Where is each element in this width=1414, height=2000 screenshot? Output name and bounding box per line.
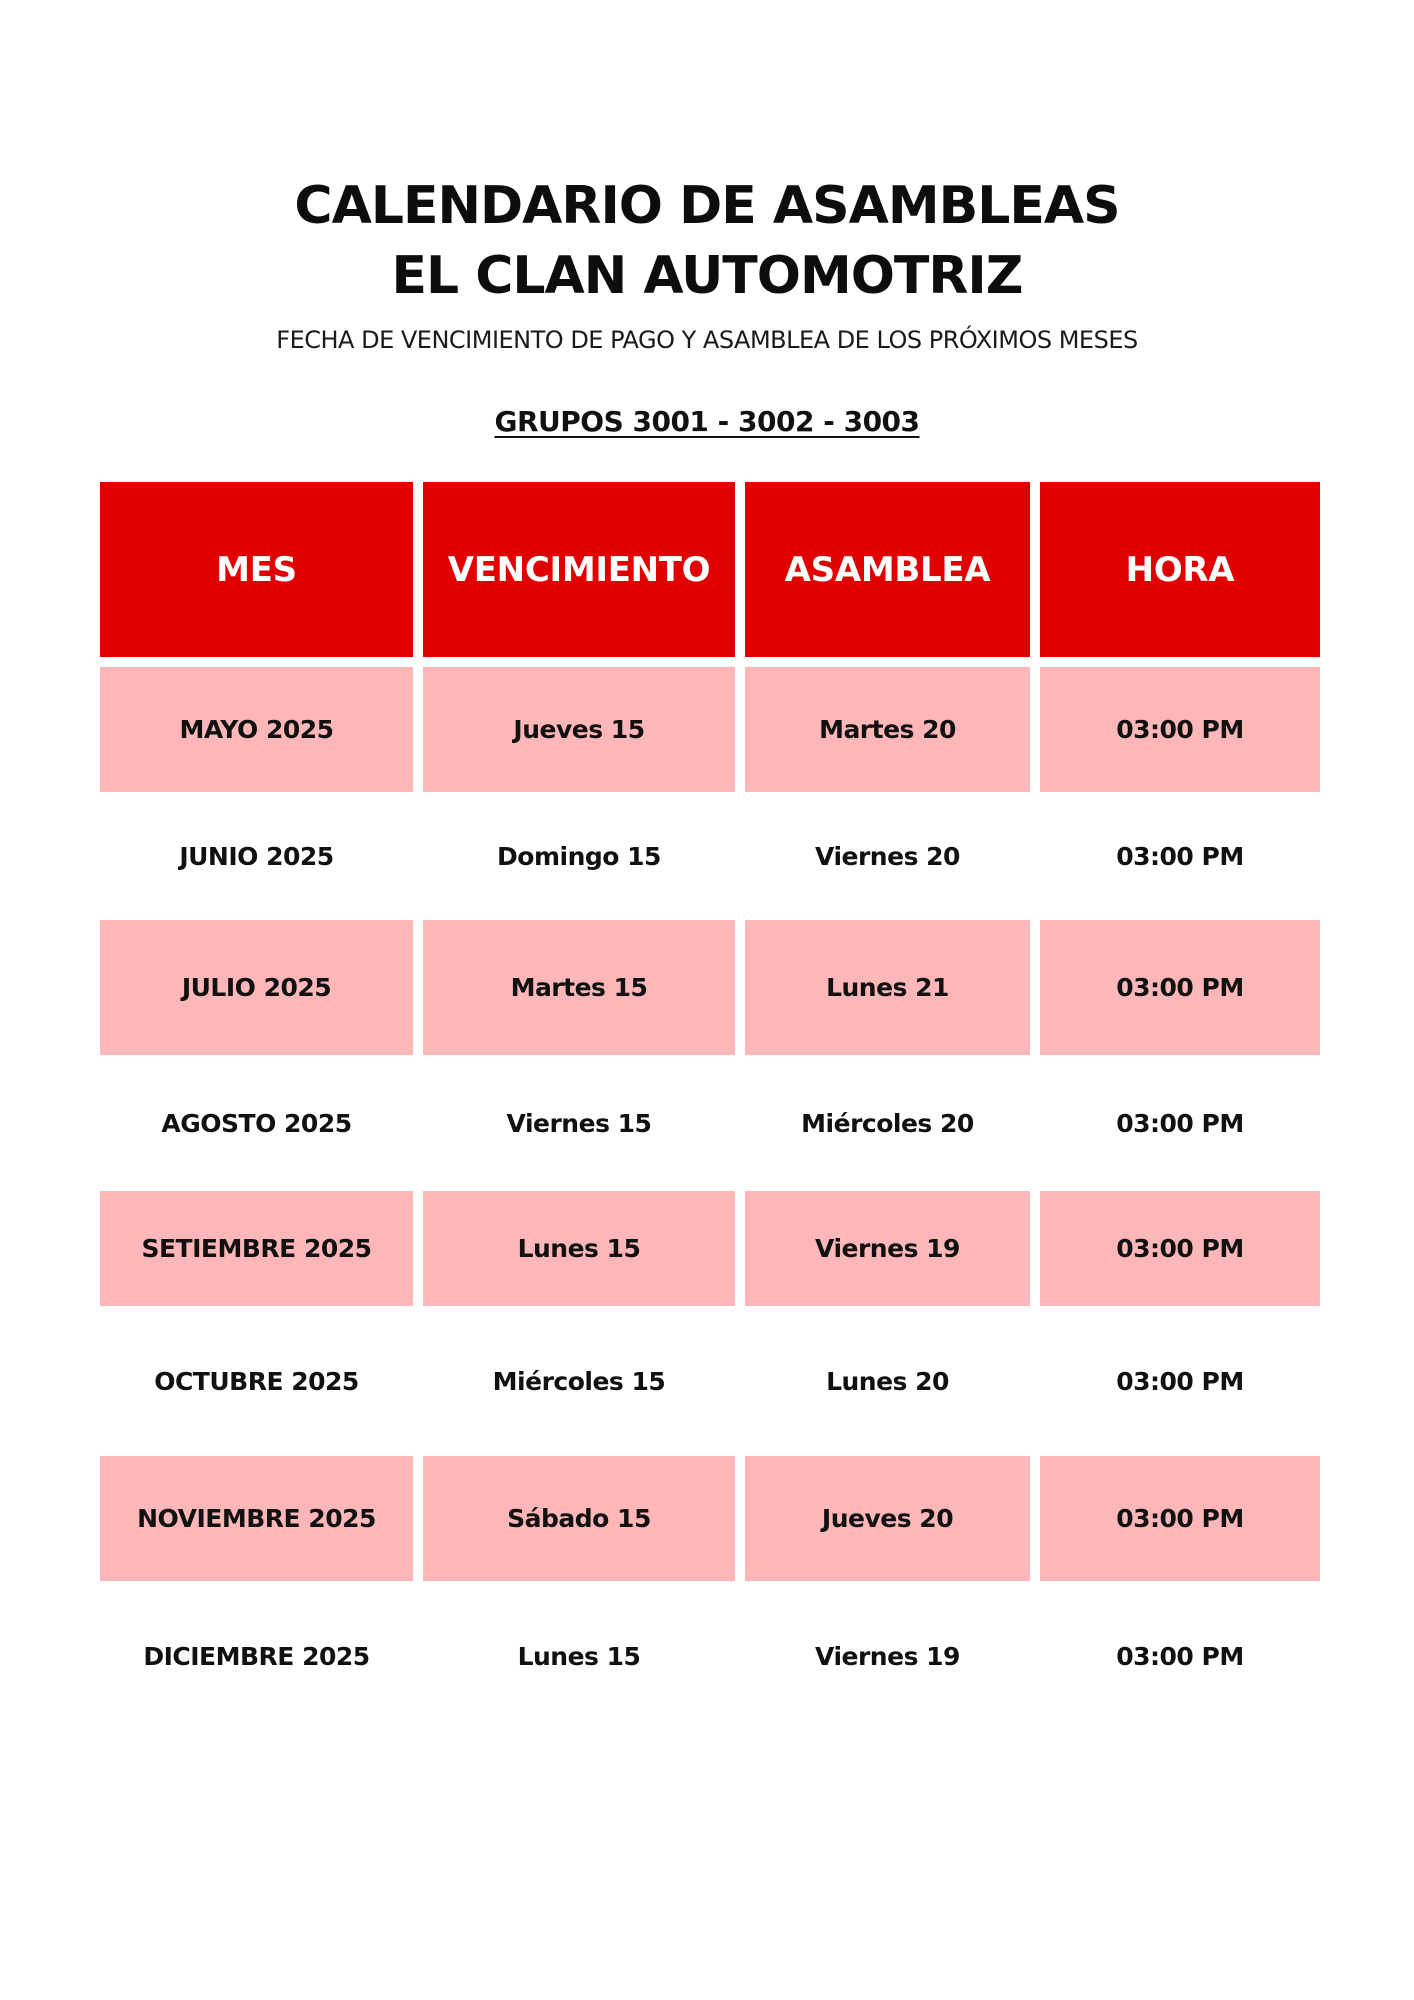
cell-assembly-date: Viernes 19 [815,1641,960,1671]
table-row [100,792,1320,920]
header-cell-asamblea: ASAMBLEA [745,482,1030,657]
groups-heading: GRUPOS 3001 - 3002 - 3003 [494,405,920,438]
cell-assembly-date: Martes 20 [745,667,1030,792]
table-row [100,920,1320,1055]
table-header-row [100,482,1320,657]
header-cell-mes: MES [100,482,413,657]
cell-due-date: Martes 15 [423,920,735,1055]
header-cell-vencimiento: VENCIMIENTO [423,482,735,657]
cell-assembly-date: Jueves 20 [745,1456,1030,1581]
cell-assembly-date: Miércoles 20 [801,1108,974,1138]
table-row [100,1191,1320,1306]
cell-month: DICIEMBRE 2025 [143,1641,370,1671]
cell-time: 03:00 PM [1040,1456,1320,1581]
table-row [100,1581,1320,1731]
cell-time: 03:00 PM [1116,1108,1244,1138]
page-title: CALENDARIO DE ASAMBLEAS [294,176,1120,236]
cell-month: MAYO 2025 [100,667,413,792]
groups-heading-wrapper [0,405,1414,438]
table-row [100,1055,1320,1191]
cell-time: 03:00 PM [1116,1641,1244,1671]
table-row [100,1306,1320,1456]
cell-month: NOVIEMBRE 2025 [100,1456,413,1581]
cell-assembly-date: Lunes 21 [745,920,1030,1055]
cell-time: 03:00 PM [1040,920,1320,1055]
cell-due-date: Lunes 15 [517,1641,641,1671]
cell-time: 03:00 PM [1116,1366,1244,1396]
cell-due-date: Miércoles 15 [492,1366,666,1396]
cell-due-date: Lunes 15 [423,1191,735,1306]
cell-due-date: Domingo 15 [497,841,661,871]
cell-due-date: Sábado 15 [423,1456,735,1581]
cell-time: 03:00 PM [1040,1191,1320,1306]
table-row [100,667,1320,792]
cell-time: 03:00 PM [1040,667,1320,792]
cell-month: SETIEMBRE 2025 [100,1191,413,1306]
cell-assembly-date: Viernes 20 [815,841,960,871]
page-title-company: EL CLAN AUTOMOTRIZ [391,246,1023,306]
cell-month: JUNIO 2025 [179,841,334,871]
cell-month: JULIO 2025 [100,920,413,1055]
cell-month: OCTUBRE 2025 [154,1366,359,1396]
page-subtitle: FECHA DE VENCIMIENTO DE PAGO Y ASAMBLEA DE LOS PRÓXIMOS MESES [276,326,1138,354]
cell-time: 03:00 PM [1116,841,1244,871]
cell-due-date: Jueves 15 [423,667,735,792]
table-row [100,1456,1320,1581]
cell-month: AGOSTO 2025 [161,1108,352,1138]
cell-due-date: Viernes 15 [506,1108,652,1138]
cell-assembly-date: Lunes 20 [826,1366,949,1396]
cell-assembly-date: Viernes 19 [745,1191,1030,1306]
header-cell-hora: HORA [1040,482,1320,657]
